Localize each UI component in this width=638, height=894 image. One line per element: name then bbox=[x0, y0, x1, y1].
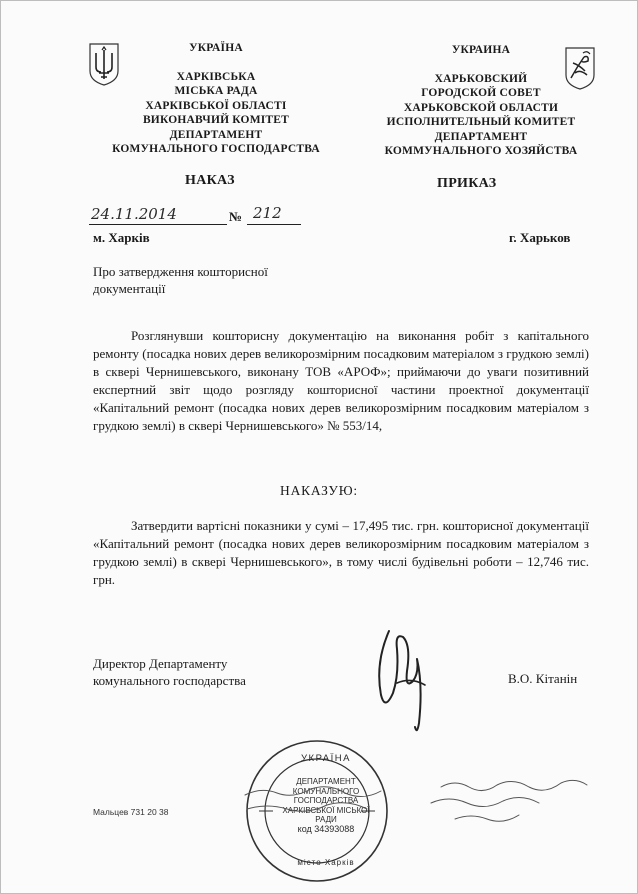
signatory-position: Директор Департаменту комунального господарства bbox=[93, 656, 246, 688]
header-right-line: ХАРЬКОВСКИЙ bbox=[434, 72, 528, 85]
handwritten-signature bbox=[367, 623, 447, 739]
decree-heading: НАКАЗУЮ: bbox=[280, 483, 358, 498]
header-right-country: УКРАИНА bbox=[451, 44, 511, 56]
stamp-city: місто Харків bbox=[297, 858, 355, 867]
header-right bbox=[363, 43, 599, 159]
stamp-org: ДЕПАРТАМЕНТ КОМУНАЛЬНОГО ГОСПОДАРСТВА ХАРКІВСЬКОЇ МІСЬКОЇ РАДИ bbox=[282, 777, 370, 824]
city-ru: г. Харьков bbox=[509, 230, 571, 245]
subject: Про затвердження кошторисної документації bbox=[93, 264, 268, 296]
header-right-line: ДЕПАРТАМЕНТ bbox=[434, 130, 528, 143]
doc-type-ru: ПРИКАЗ bbox=[437, 176, 497, 191]
date-number-line bbox=[89, 204, 303, 229]
header-left-country: УКРАЇНА bbox=[189, 42, 243, 54]
handwritten-date: 24.11.2014 bbox=[91, 205, 177, 223]
body-paragraph-2: Затвердити вартісні показники у сумі – 17,495 тис. грн. кошторисної документації «Капітальний ремонт (посадка нових дерев великорозмірним посадковим матеріалом з грудкою землі) в сквері Чернишевського», в тому числі будівельні роботи – 12,746 тис. грн. bbox=[93, 518, 589, 587]
header-left bbox=[101, 41, 331, 157]
handwritten-number: 212 bbox=[253, 204, 282, 222]
header-left-line: ВИКОНАВЧИЙ КОМІТЕТ bbox=[142, 114, 290, 126]
footer-author: Мальцев 731 20 38 bbox=[93, 807, 169, 817]
number-underline bbox=[247, 224, 301, 225]
date-underline bbox=[89, 224, 227, 225]
header-left-line: МІСЬКА РАДА bbox=[174, 85, 258, 97]
signatory-name: В.О. Кітанін bbox=[508, 671, 578, 686]
city-ua: м. Харків bbox=[93, 230, 150, 245]
header-left-line: КОМУНАЛЬНОГО ГОСПОДАРСТВА bbox=[112, 143, 320, 155]
header-right-line: ГОРОДСКОЙ СОВЕТ bbox=[421, 87, 541, 99]
doc-type-ua: НАКАЗ bbox=[185, 173, 235, 188]
header-right-line: ИСПОЛНИТЕЛЬНЫЙ КОМИТЕТ bbox=[386, 116, 576, 128]
header-left-line: ДЕПАРТАМЕНТ bbox=[169, 128, 263, 141]
header-left-line: ХАРКІВСЬКА bbox=[176, 70, 256, 83]
handwritten-notes bbox=[241, 773, 591, 833]
header-right-line: КОММУНАЛЬНОГО ХОЗЯЙСТВА bbox=[384, 145, 578, 157]
number-label: № bbox=[229, 209, 243, 224]
header-right-line: ХАРЬКОВСКОЙ ОБЛАСТИ bbox=[403, 101, 559, 114]
stamp-code: код 34393088 bbox=[297, 823, 355, 834]
stamp-country: УКРАЇНА bbox=[301, 753, 351, 764]
body-paragraph-1: Розглянувши кошторисну документацію на виконання робіт з капітального ремонту (посадка нових дерев великорозмірним посадковим матеріалом з грудкою землі) в сквері Чернишевського, виконану ТОВ «АРОФ»; приймаючи до уваги позитивний експертний звіт щодо розгляду кошторисної частини проектної документації «Капітальний ремонт (посадка нових дерев великорозмірним посадковим матеріалом з грудкою землі) в сквері Чернишевського» № 553/14, bbox=[93, 328, 589, 433]
header-left-line: ХАРКІВСЬКОЇ ОБЛАСТІ bbox=[145, 99, 287, 112]
